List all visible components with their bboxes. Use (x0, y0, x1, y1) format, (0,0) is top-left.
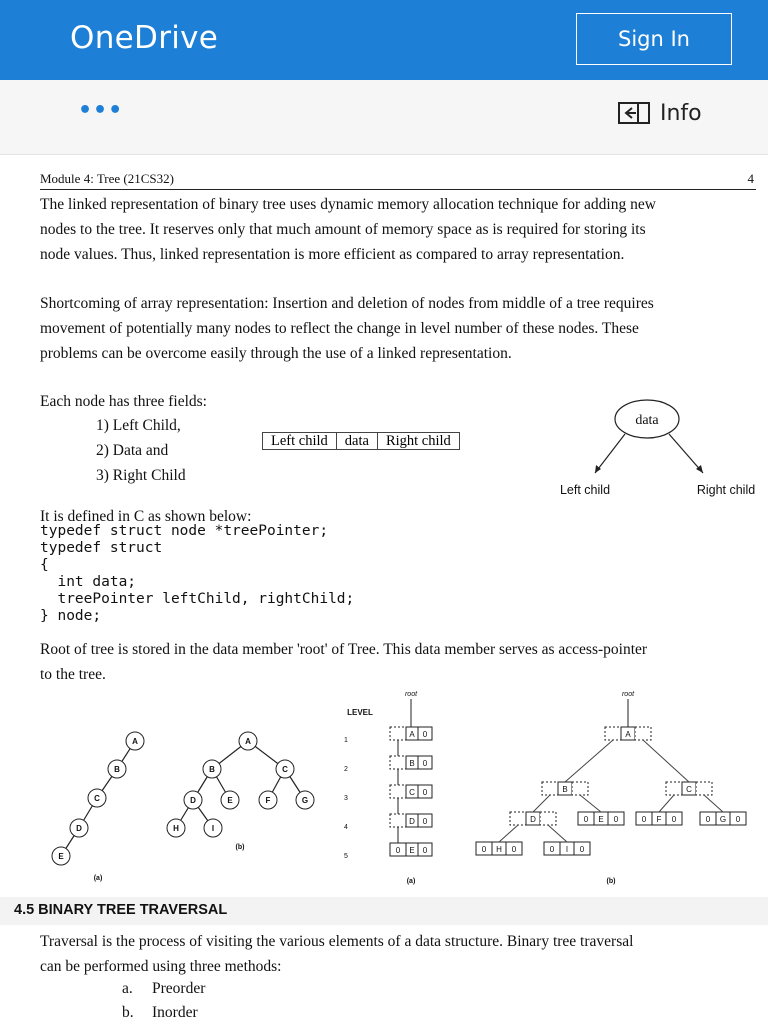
svg-text:D: D (409, 817, 415, 826)
svg-text:root: root (621, 691, 635, 698)
code-line: { (40, 557, 49, 573)
svg-text:0: 0 (422, 730, 428, 739)
svg-text:0: 0 (481, 845, 487, 854)
svg-text:0: 0 (579, 845, 585, 854)
svg-text:1: 1 (344, 737, 348, 744)
code-line: int data; (40, 574, 137, 590)
svg-text:0: 0 (549, 845, 555, 854)
svg-text:LEVEL: LEVEL (347, 708, 373, 717)
svg-text:(a): (a) (406, 878, 416, 885)
svg-text:I: I (211, 824, 215, 833)
paragraph-line: to the tree. (40, 666, 106, 683)
svg-text:0: 0 (613, 815, 619, 824)
svg-text:0: 0 (511, 845, 517, 854)
field-item: 2) Data and (96, 442, 169, 459)
paragraph-line: problems can be overcome easily through the use of a linked representation. (40, 345, 512, 362)
svg-text:B: B (114, 765, 120, 774)
c-intro: It is defined in C as shown below: (40, 508, 252, 525)
diagram-left-label: Left child (559, 483, 611, 497)
svg-text:0: 0 (641, 815, 647, 824)
svg-text:G: G (301, 796, 309, 805)
code-line: typedef struct node *treePointer; (40, 523, 329, 539)
svg-text:C: C (409, 788, 415, 797)
top-bar (0, 0, 768, 80)
svg-text:(b): (b) (606, 878, 616, 885)
svg-text:E: E (409, 846, 415, 855)
svg-text:A: A (132, 737, 138, 746)
code-line: typedef struct (40, 540, 163, 556)
list-item (122, 1004, 198, 1022)
linked-skewed-figure (340, 685, 450, 890)
paragraph-line: Shortcoming of array representation: Insertion and deletion of nodes from middle of a tree requires (40, 295, 654, 312)
info-label: Info (660, 100, 702, 126)
svg-text:G: G (719, 815, 727, 824)
svg-text:C: C (686, 785, 692, 794)
document-page[interactable] (0, 155, 768, 1024)
svg-text:B: B (562, 785, 568, 794)
table-cell-left-child: Left child (263, 433, 337, 450)
complete-tree-figure (160, 725, 325, 855)
field-item: 3) Right Child (96, 467, 186, 484)
svg-text:0: 0 (395, 846, 401, 855)
svg-text:B: B (409, 759, 415, 768)
list-item (122, 980, 205, 998)
section-title: 4.5 BINARY TREE TRAVERSAL (14, 902, 228, 918)
svg-text:0: 0 (422, 846, 428, 855)
header-rule (40, 189, 756, 190)
svg-text:0: 0 (735, 815, 741, 824)
list-label: Inorder (152, 1004, 198, 1021)
svg-text:D: D (530, 815, 536, 824)
list-marker: a. (122, 980, 133, 997)
paragraph-line: movement of potentially many nodes to reflect the change in level number of these nodes. These (40, 320, 639, 337)
svg-text:A: A (245, 737, 251, 746)
svg-text:C: C (282, 765, 288, 774)
paragraph-line: The linked representation of binary tree uses dynamic memory allocation technique for adding new (40, 196, 656, 213)
node-fields-table (262, 432, 460, 450)
svg-text:D: D (190, 796, 196, 805)
svg-text:root: root (404, 691, 418, 698)
diagram-right-label: Right child (696, 483, 756, 497)
svg-text:0: 0 (705, 815, 711, 824)
document-toolbar (0, 80, 768, 155)
paragraph-line: node values. Thus, linked representation is more efficient as compared to array representation. (40, 246, 625, 263)
svg-text:I: I (565, 845, 569, 854)
svg-text:0: 0 (583, 815, 589, 824)
svg-text:0: 0 (422, 817, 428, 826)
svg-text:H: H (173, 824, 179, 833)
svg-text:0: 0 (671, 815, 677, 824)
svg-text:C: C (94, 794, 100, 803)
svg-text:E: E (598, 815, 604, 824)
info-panel-icon (618, 102, 650, 124)
svg-text:F: F (265, 796, 271, 805)
skewed-tree-figure (40, 725, 160, 887)
svg-text:3: 3 (344, 795, 348, 802)
code-line: } node; (40, 608, 102, 624)
svg-text:4: 4 (344, 824, 348, 831)
svg-text:H: H (496, 845, 502, 854)
paragraph-line: nodes to the tree. It reserves only that much amount of memory space as is required for storing its (40, 221, 646, 238)
code-line: treePointer leftChild, rightChild; (40, 591, 355, 607)
svg-text:A: A (409, 730, 415, 739)
svg-text:(a): (a) (93, 875, 103, 882)
linked-complete-figure (470, 685, 760, 885)
paragraph-line: Traversal is the process of visiting the various elements of a data structure. Binary tree traversal (40, 933, 634, 950)
svg-text:F: F (656, 815, 662, 824)
svg-text:E: E (227, 796, 233, 805)
more-options-button[interactable]: ••• (78, 98, 124, 123)
diagram-data-label: data (635, 413, 659, 428)
table-cell-right-child: Right child (377, 433, 459, 450)
onedrive-logo[interactable]: OneDrive (70, 20, 219, 56)
svg-text:D: D (76, 824, 82, 833)
paragraph-line: Root of tree is stored in the data member 'root' of Tree. This data member serves as access-pointer (40, 641, 648, 658)
svg-text:A: A (625, 730, 631, 739)
svg-text:B: B (209, 765, 215, 774)
info-button[interactable] (618, 98, 702, 128)
list-label: Preorder (152, 980, 206, 997)
svg-text:E: E (58, 852, 64, 861)
module-title: Module 4: Tree (21CS32) (40, 171, 174, 186)
svg-text:0: 0 (422, 759, 428, 768)
node-structure-diagram (550, 395, 765, 500)
page-header (40, 171, 754, 187)
svg-text:(b): (b) (235, 844, 245, 851)
svg-text:5: 5 (344, 853, 348, 860)
section-heading (0, 897, 768, 925)
fields-intro: Each node has three fields: (40, 393, 207, 410)
page-number: 4 (747, 171, 754, 186)
paragraph-line: can be performed using three methods: (40, 958, 282, 975)
field-item: 1) Left Child, (96, 417, 181, 434)
svg-text:2: 2 (344, 766, 348, 773)
svg-text:0: 0 (422, 788, 428, 797)
table-cell-data: data (336, 433, 377, 450)
list-marker: b. (122, 1004, 134, 1021)
sign-in-button[interactable]: Sign In (576, 13, 732, 65)
